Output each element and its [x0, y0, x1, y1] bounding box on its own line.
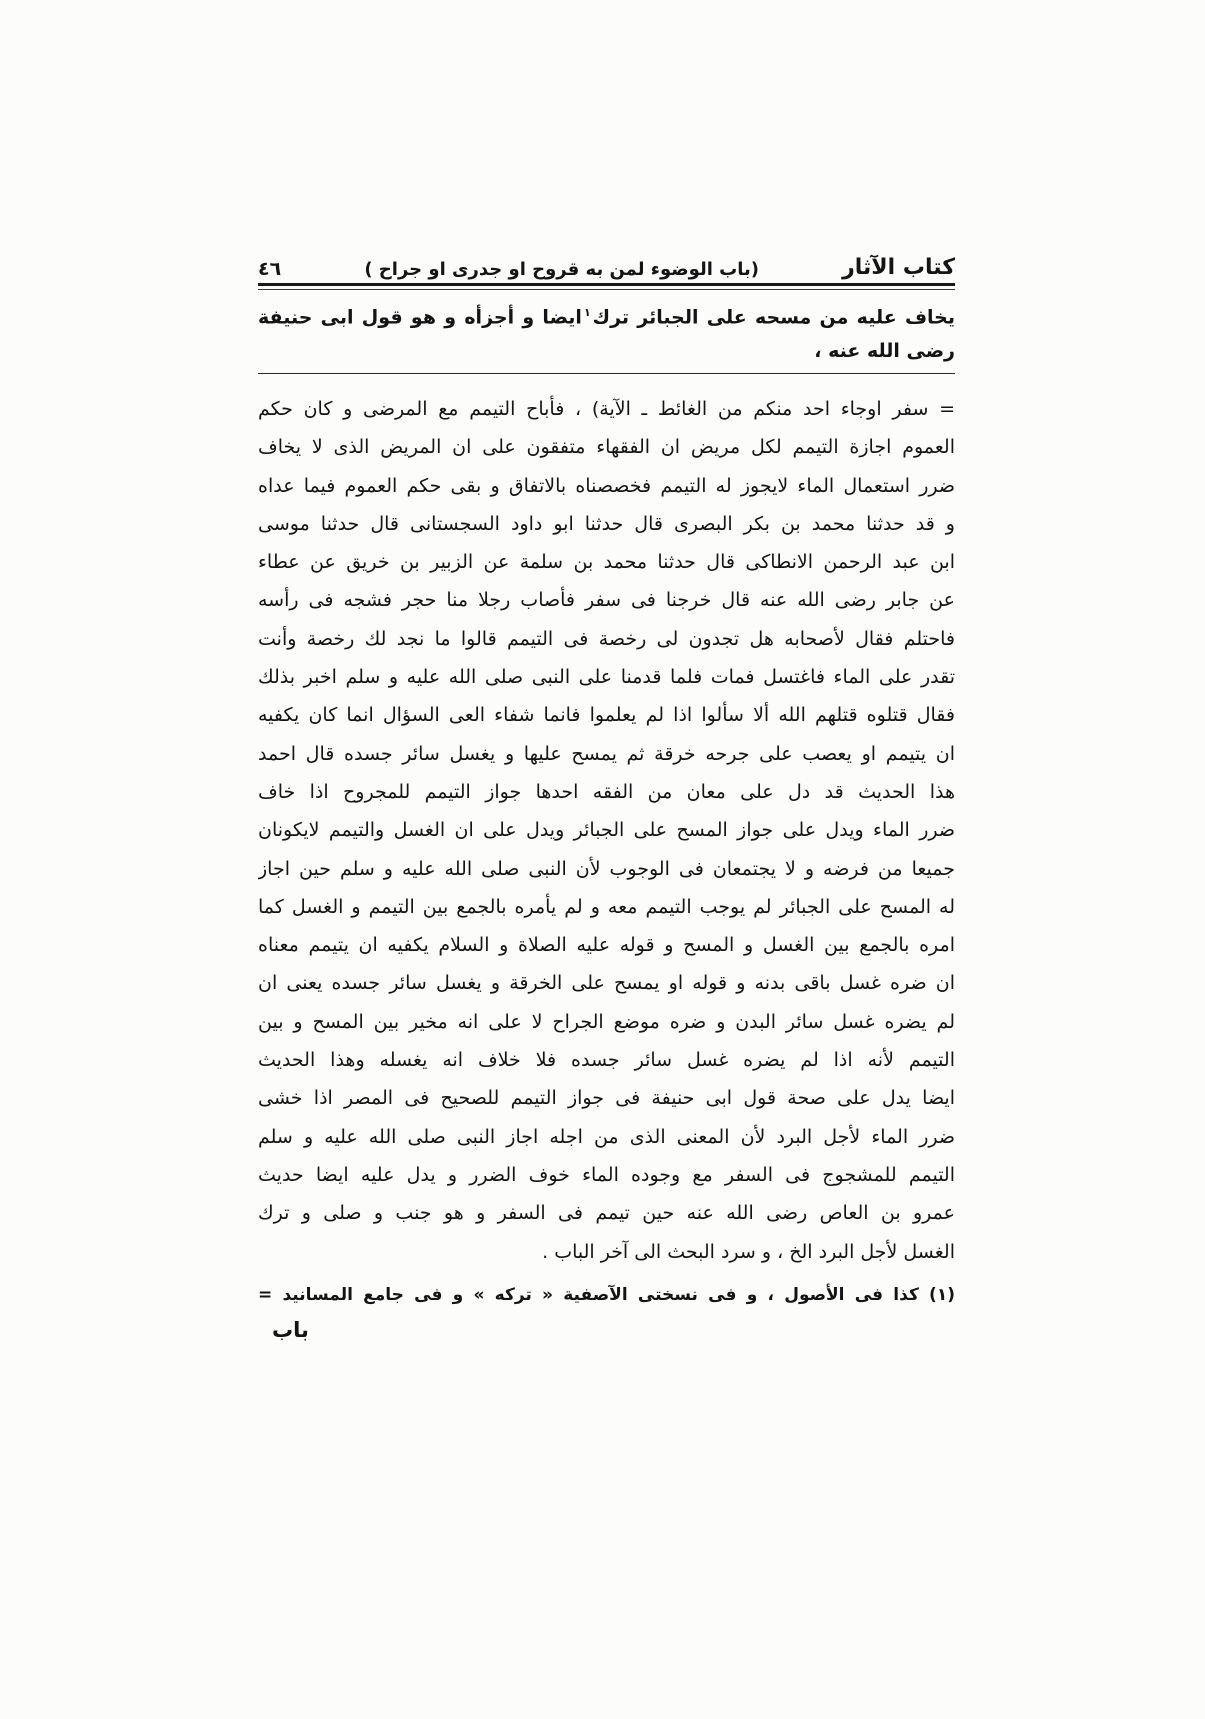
commentary-line: عن جابر رضى الله عنه قال خرجنا فى سفر فأصاب رجلا منا حجر فشجه فى رأسه	[258, 589, 955, 612]
commentary-line: التيمم لأنه اذا لم يضره غسل سائر جسده فلا خلاف انه يغسله وهذا الحديث	[258, 1049, 955, 1072]
commentary-line: التيمم للمشجوج فى السفر مع وجوده الماء خوف الضرر و يدل عليه ايضا حديث	[258, 1163, 955, 1186]
commentary-line: ان ضره غسل باقى بدنه و قوله او يمسح على الخرقة و يغسل سائر جسده يعنى ان	[258, 972, 955, 995]
header-rule-thick	[258, 283, 955, 286]
commentary-line: فاحتلم فقال لأصحابه هل تجدون لى رخصة فى التيمم قالوا ما نجد لك رخصة وأنت	[258, 627, 955, 650]
commentary-line: ان يتيمم او يعصب على جرحه خرقة ثم يمسح عليها و يغسل سائر جسده قال احمد	[258, 742, 955, 765]
commentary-line: ضرر الماء ويدل على جواز المسح على الجبائر ويدل على ان الغسل والتيمم لايكونان	[258, 819, 955, 842]
commentary-line: العموم اجازة التيمم لكل مريض ان الفقهاء متفقون على ان المريض الذى لا يخاف	[258, 436, 955, 459]
page-number: ٤٦	[258, 258, 282, 280]
main-text-line	[258, 294, 955, 332]
catchword: باب	[272, 1318, 309, 1342]
commentary-line: = سفر اوجاء احد منكم من الغائط ـ الآية) ، فأباح التيمم مع المرضى و كان حكم	[258, 398, 955, 420]
main-text	[258, 294, 955, 371]
commentary-line: الغسل لأجل البرد الخ ، و سرد البحث الى آخر الباب .	[542, 1240, 955, 1263]
commentary-line: لم يضره غسل سائر البدن و ضره موضع الجراح لا على انه مخير بين المسح و بين	[258, 1010, 955, 1033]
commentary-line: له المسح على الجبائر لم يوجب التيمم معه و لم يأمره بالجمع بين التيمم و الغسل كما	[258, 895, 955, 918]
commentary-line: ضرر الماء لأجل البرد لأن المعنى الذى من اجله اجاز النبى صلى الله عليه و سلم	[258, 1125, 955, 1148]
commentary-line: ايضا يدل على صحة قول ابى حنيفة فى جواز التيمم للصحيح فى المصر اذا خشى	[258, 1087, 955, 1110]
main-text-segment: ايضا و أجزأه و هو قول ابى حنيفة	[258, 306, 582, 329]
commentary-line: هذا الحديث قد دل على معان من الفقه احدها جواز التيمم للمجروح اذا خاف	[258, 780, 955, 803]
commentary-line: تقدر على الماء فاغتسل فمات فلما قدمنا على النبى صلى الله عليه و سلم اخبر بذلك	[258, 666, 955, 689]
commentary-line: فقال قتلوه قتلهم الله ألا سألوا اذا لم يعلموا فانما شفاء العى السؤال انما كان يكفيه	[258, 704, 955, 727]
header-chapter-title: (باب الوضوء لمن به قروح او جدرى او جراح )	[364, 259, 759, 280]
footnote	[258, 1276, 955, 1314]
header-book-title: كتاب الآثار	[842, 255, 955, 280]
header-rule-thin	[258, 289, 955, 290]
running-header	[258, 246, 955, 280]
main-text-segment: يخاف عليه من مسحه على الجبائر ترك	[592, 306, 955, 329]
commentary-line: امره بالجمع بين الغسل و المسح و قوله عليه الصلاة و السلام يكفيه ان يتيمم معناه	[258, 934, 955, 957]
commentary-line: جميعا من فرضه و لا يجتمعان فى الوجوب لأن النبى صلى الله عليه و سلم حين اجاز	[258, 857, 955, 880]
footnote-reference: ١	[583, 306, 591, 319]
commentary	[258, 390, 955, 1271]
commentary-line: ضرر استعمال الماء لايجوز له التيمم فخصصناه بالاتفاق و بقى حكم العموم فيما عداه	[258, 474, 955, 497]
commentary-line: و قد حدثنا محمد بن بكر البصرى قال حدثنا ابو داود السجستانى قال حدثنا موسى	[258, 512, 955, 535]
commentary-line: ابن عبد الرحمن الانطاكى قال حدثنا محمد بن سلمة عن الزبير بن خريق عن عطاء	[258, 551, 955, 574]
commentary-line: عمرو بن العاص رضى الله عنه حين تيمم فى السفر و هو جنب و صلى و ترك	[258, 1202, 955, 1225]
footnote-text: (١) كذا فى الأصول ، و فى نسختى الآصفية « تركه » و فى جامع المسانيد =	[258, 1285, 955, 1305]
text-commentary-divider	[258, 373, 955, 374]
main-text-line: رضى الله عنه ،	[814, 340, 955, 363]
